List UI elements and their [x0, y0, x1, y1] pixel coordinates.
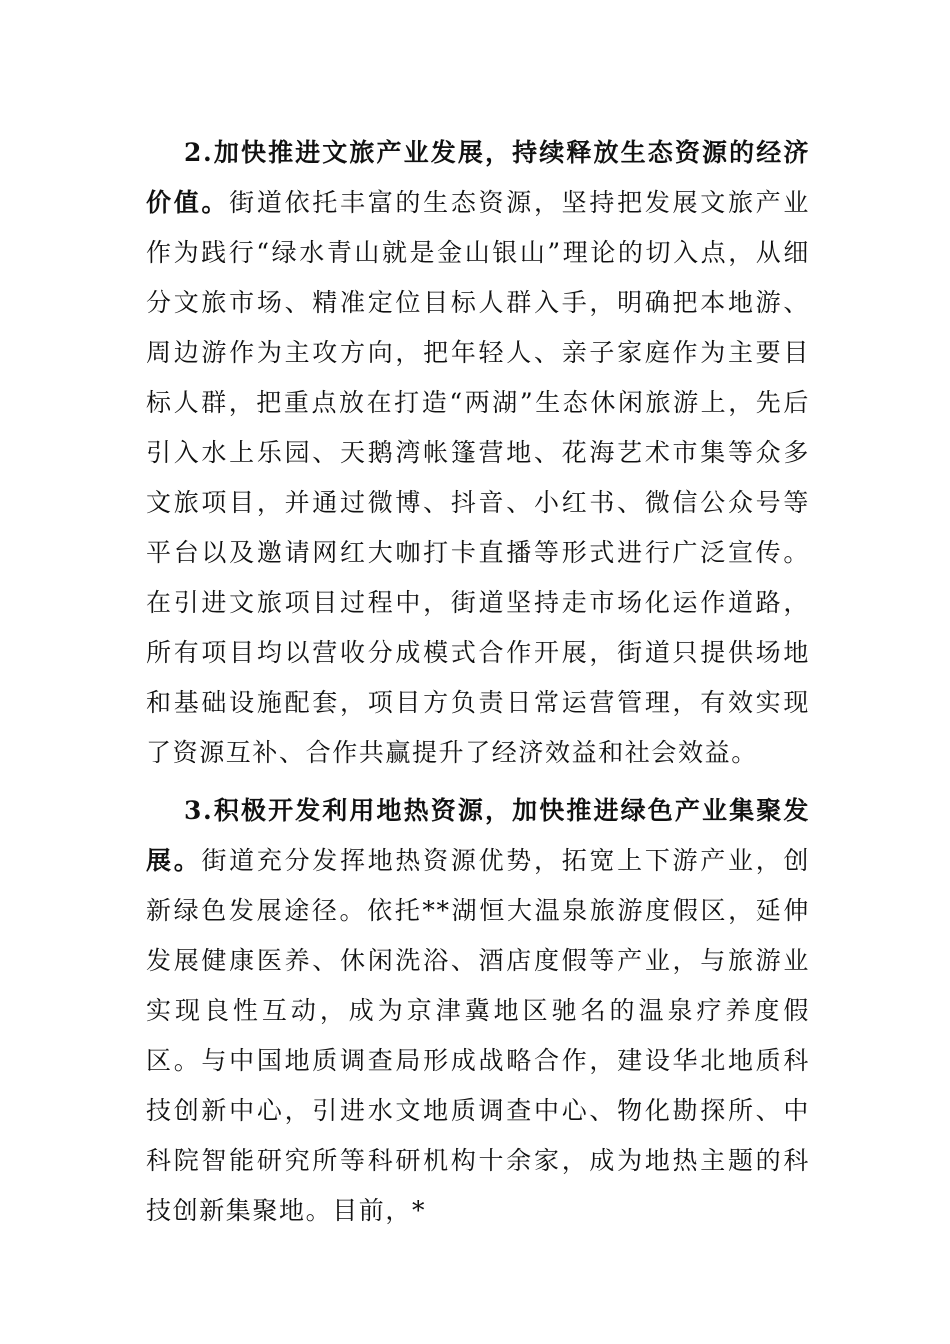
- paragraph-heading: 2.加快推进文旅产业发展，持续释放生态资源的经济价值。: [146, 138, 810, 217]
- paragraph-body: 街道充分发挥地热资源优势，拓宽上下游产业，创新绿色发展途径。依托**湖恒大温泉旅游度假区，延伸发展健康医养、休闲洗浴、酒店度假等产业，与旅游业实现良性互动，成为京津冀地区驰名的温泉疗养度假区。与中国地质调查局形成战略合作，建设华北地质科技创新中心，引进水文地质调查中心、物化勘探所、中科院智能研究所等科研机构十余家，成为地热主题的科技创新集聚地。目前，*: [146, 846, 811, 1225]
- paragraph-heading: 3.积极开发利用地热资源，加快推进绿色产业集聚发展。: [146, 796, 810, 875]
- paragraph-cultural-tourism: [146, 128, 810, 778]
- paragraph-body: 街道依托丰富的生态资源，坚持把发展文旅产业作为践行“绿水青山就是金山银山”理论的切入点，从细分文旅市场、精准定位目标人群入手，明确把本地游、周边游作为主攻方向，把年轻人、亲子家庭作为主要目标人群，把重点放在打造“两湖”生态休闲旅游上，先后引入水上乐园、天鹅湾帐篷营地、花海艺术市集等众多文旅项目，并通过微博、抖音、小红书、微信公众号等平台以及邀请网红大咖打卡直播等形式进行广泛宣传。在引进文旅项目过程中，街道坚持走市场化运作道路，所有项目均以营收分成模式合作开展，街道只提供场地和基础设施配套，项目方负责日常运营管理，有效实现了资源互补、合作共赢提升了经济效益和社会效益。: [146, 188, 810, 767]
- paragraph-geothermal: [146, 786, 810, 1236]
